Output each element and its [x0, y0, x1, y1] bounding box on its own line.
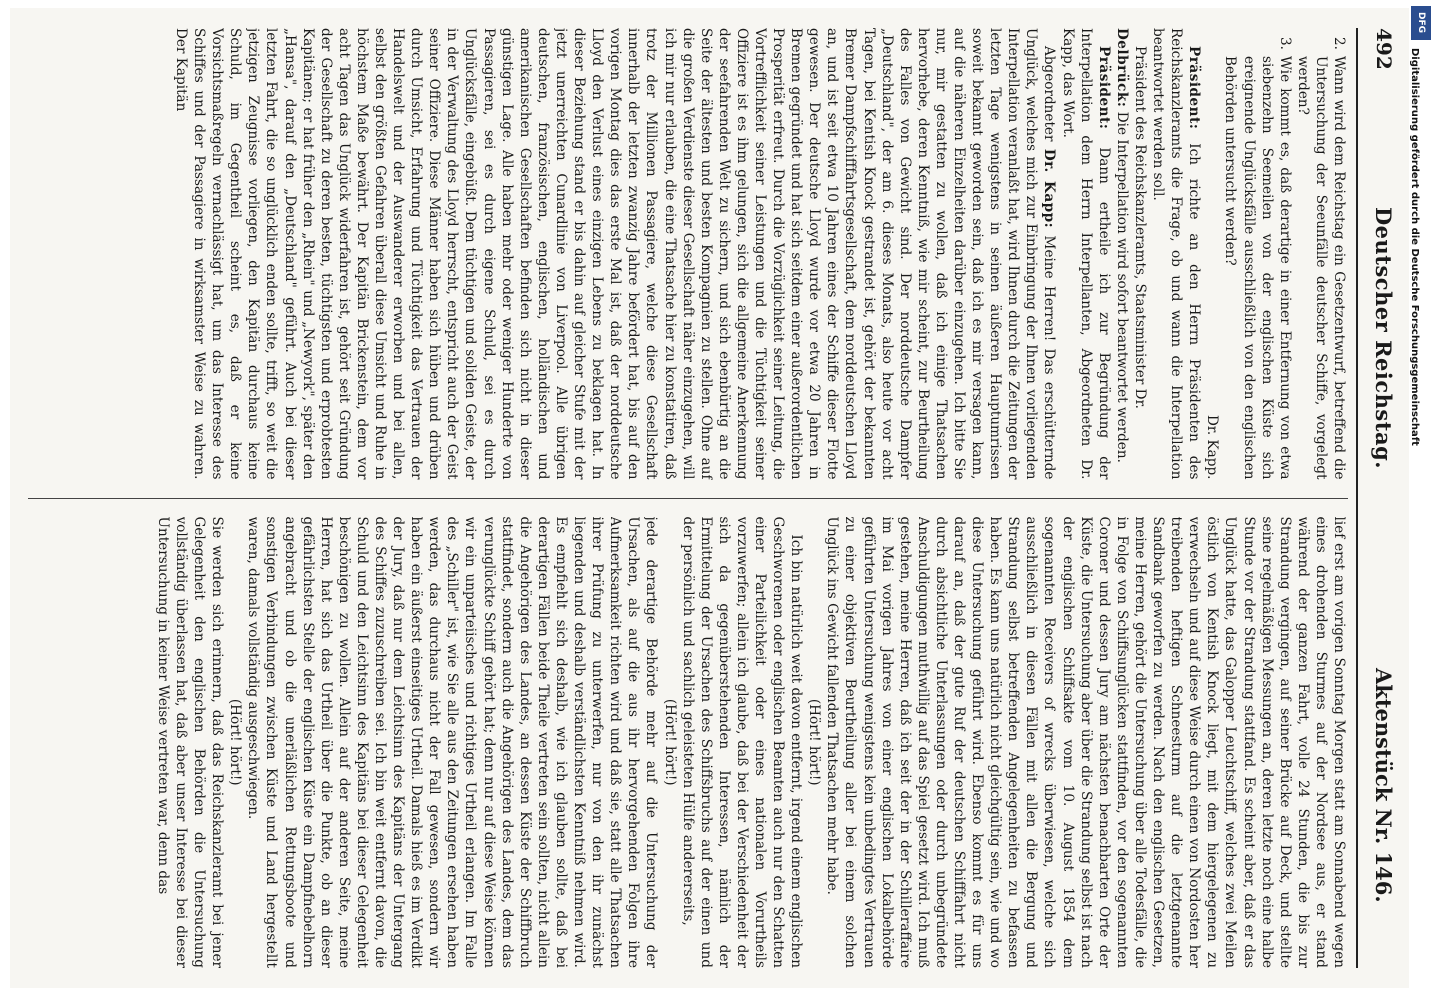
dfg-logo: DFG	[1411, 6, 1431, 40]
speaker-name: Präsident:	[1095, 46, 1112, 130]
column-left	[28, 28, 1348, 480]
signature: Dr. Kapp.	[1204, 414, 1221, 480]
page-title: Deutscher Reichstag.	[1371, 206, 1396, 470]
funding-credit: Digitalisierung gefördert durch die Deutsche Forschungsgemeinschaft	[1409, 48, 1420, 446]
paragraph-text: Die Interpellation wird sofort beantwortet werden.	[1113, 111, 1130, 463]
paragraph-text: Ich richte an den Herrn Präsidenten des Reichskanzleramts die Frage, ob und wann die Interpellation beantwortet werden soll.	[1150, 28, 1203, 480]
paragraph-text: Meine Herren! Das erschütternde Unglück, welches mich zur Einbringung der Ihnen vorliegenden Interpellation veranlaßt hat, wird Ihnen durch die Zeitungen der letzten Tage wenigstens in seinen äußeren Hauptumrissen soweit bekannt geworden sein, daß ich es mir versagen kann, auf die näheren Einzelheiten darüber einzugehen. Ich bitte Sie nur, mir gestatten zu wollen, daß ich einige Thatsachen hervorhebe, deren Kenntniß, wie mir scheint, zur Beurtheilung des Falles von Gewicht sind. Der norddeutsche Dampfer „Deutschland", der am 6. dieses Monats, also heute vor acht Tagen, bei Kentish Knock gestrandet ist, gehört der bekannten Bremer Dampfschifffahrtsgesellschaft, dem norddeutschen Lloyd an, und ist seit etwa 10 Jahren eines der Schiffe dieser Flotte gewesen. Der deutsche Lloyd wurde vor etwa 20 Jahren in Bremen gegründet und hat sich seitdem einer außerordentlichen Prosperität erfreut. Durch die Vorzüglichkeit seiner Leitung, die Vortrefflichkeit seiner Leistungen und die Tüchtigkeit seiner Offiziere ist es ihm gelungen, sich die allgemeine Anerkennung der seefahrenden Welt zu sichern, und sich ebenbürtig an die Seite der ältesten und besten Kompagnien zu stellen. Ohne auf die großen Verdienste dieser Gesellschaft näher einzugehen, will ich mir nur erlauben, die eine Thatsache hier zu konstatiren, daß trotz der Millionen Passagiere, welche diese Gesellschaft innerhalb der letzten zwanzig Jahre befördert hat, bis auf den vorigen Montag dies das erste Mal ist, daß der norddeutsche Lloyd den Verlust eines einzigen Lebens zu beklagen hat. In dieser Beziehung stand er bis dahin auf gleicher Stufe mit der jetzt unerreichten Cunardlinie von Liverpool. Alle übrigen deutschen, französischen, englischen, holländischen und amerikanischen Gesellschaften befinden sich nicht in dieser günstigen Lage. Alle haben mehr oder weniger Hunderte von Passagieren, sei es durch eigene Schuld, sei es durch Unglücksfälle, eingebüßt. Dem tüchtigen und soliden Geiste, der in der Verwaltung des Lloyd herrscht, entspricht auch der Geist seiner Offiziere. Diese Männer haben sich hüben und drüben durch Umsicht, Erfahrung und Tüchtigkeit das Vertrauen der Handelswelt und der Auswanderer erworben und bei allen, selbst den größten Gefahren überall diese Umsicht und Ruhe in höchstem Maße bewährt. Der Kapitän Brickenstein, dem vor acht Tagen das Unglück widerfahren ist, gehört seit Gründung der Gesellschaft zu deren besten, tüchtigsten und erprobtesten Kapitänen; er hat früher den „Rhein" und „Newyork", später den „Hansa", darauf den „Deutschland" geführt. Auch bei dieser letzten Fahrt, die so unglücklich enden sollte, trifft, so weit die jetzigen Zeugnisse vorliegen, den Kapitän durchaus keine Schuld, im Gegentheil scheint es, daß er keine Vorsichtsmaßregeln vernachlässigt hat, um das Interesse des Schiffes und der Passagiere in wirksamster Weise zu wahren. Der Kapitän	[173, 28, 1058, 480]
document-reference: Aktenstück Nr. 146.	[1371, 668, 1396, 903]
page-header	[1360, 28, 1400, 968]
document-page	[10, 8, 1410, 988]
header-rule	[1356, 28, 1358, 968]
applause-note: (Hört! hört!)	[806, 698, 823, 786]
text-columns	[28, 28, 1348, 968]
paragraph: Sie werden sich erinnern, daß das Reichskanzleramt bei jener Gelegenheit den englischen Behörden die Untersuchung vollständig überlassen hat, daß aber unser Interesse bei dieser Untersuchung in keiner Weise vertreten war, denn das	[154, 516, 226, 968]
question-text: Wann wird dem Reichstag ein Gesetzentwurf, betreffend die Untersuchung der Seeunfälle deutscher Schiffe, vorgelegt werden?	[1294, 56, 1347, 480]
paragraph	[1149, 28, 1203, 480]
paragraph: jede derartige Behörde mehr auf die Untersuchung der Ursachen, als auf die aus ihr hervorgehenden Folgen ihre Aufmerksamkeit richten wird und daß sie, statt alle Thatsachen ihrer Prüfung zu unterwerfen, nur von den ihr zunächst liegenden und deshalb verständlichsten Kenntniß nehmen wird. Es empfiehlt sich deshalb, wie ich glauben sollte, daß bei derartigen Fällen beide Theile vertreten sein sollten, nicht allein die Angehörigen des Landes, an dessen Küste der Schiffbruch stattfindet, sondern auch die Angehörigen des Landes, dem das verunglückte Schiff gehört hat; denn nur auf diese Weise können wir ein unparteiisches und richtiges Urtheil erlangen. Im Falle des „Schiller" ist, wie Sie alle aus den Zeitungen ersehen haben werden, das durchaus nicht der Fall gewesen, sondern wir haben ein äußerst einseitiges Urtheil. Damals hieß es im Verdikt der Jury, daß nur dem Leichtsinn des Kapitäns der Untergang des Schiffes zuzuschreiben sei. Ich bin weit entfernt davon, die Schuld und den Leichtsinn des Kapitäns bei dieser Gelegenheit beschönigen zu wollen. Allein auf der anderen Seite, meine Herren, hat sich das Urtheil über die Punkte, ob an dieser gefährlichsten Stelle der englischen Küste ein Dampfnebelhorn angebracht und ob die unerläßlichen Rettungsboote und sonstigen Verbindungen zwischen Küste und Land hergestellt waren, damals vollständig ausgeschwiegen.	[245, 516, 660, 968]
question-3	[1221, 28, 1293, 480]
paragraph: lief erst am vorigen Sonntag Morgen statt am Sonnabend wegen eines drohenden Sturmes auf der Nordsee aus, er stand während der ganzen Fahrt, volle 24 Stunden, die bis zur Strandung vergingen, auf seiner Brücke auf Deck, und stellte seine regelmäßigen Messungen an, deren letzte noch eine halbe Stunde vor der Strandung stattfand. Es scheint aber, daß er das Unglück hatte, das Galopper Leuchtschiff, welches zwei Meilen östlich von Kentish Knock liegt, mit dem hiergelegenen zu verwechseln und auf diese Weise durch einen von Nordosten her treibenden heftigen Schneesturm auf die letztgenannte Sandbank geworfen zu werden. Nach den englischen Gesetzen, meine Herren, gehört die Untersuchung über alle Todesfälle, die in Folge von Schiffsunglücken stattfinden, vor den sogenannten Coroner und dessen Jury am nächsten benachbarten Orte der Küste, die Untersuchung aber über die Strandung selbst ist nach der englischen Schiffsakte vom 10. August 1854 dem sogenannten Receivers of wrecks überwiesen, welche sich ausschließlich in diesen Fällen mit allen die Bergung und Strandung selbst betreffenden Angelegenheiten zu befassen haben. Es kann uns natürlich nicht gleichgültig sein, wie und wo diese Untersuchung geführt wird. Ebenso kommt es für uns darauf an, daß der gute Ruf der deutschen Schifffahrt nicht durch absichtliche Unterlassungen oder durch unbegründete Anschuldigungen muthwillig auf das Spiel gesetzt wird. Ich muß gestehen, meine Herren, daß ich seit der in der Schilleraffaire im Mai vorigen Jahres von einer englischen Lokalbehörde geführten Untersuchung wenigstens kein unbedingtes Vertrauen zu einer objektiven Beurtheilung aller bei einem solchen Unglück ins Gewicht fallenden Thatsachen mehr habe.	[824, 516, 1347, 968]
speaker-name: Delbrück:	[1113, 28, 1130, 108]
question-2	[1294, 28, 1348, 480]
question-number: 2.	[1331, 37, 1347, 50]
page-number: 492	[1372, 28, 1396, 70]
question-number: 3.	[1276, 37, 1293, 50]
question-text: Wie kommt es, daß derartige in einer Entfernung von etwa siebenzehn Seemeilen von der englischen Küste sich ereignende Unglücksfälle ausschließlich von den englischen Behörden untersucht werden?	[1222, 56, 1293, 480]
applause-note: (Hört! hört!)	[227, 698, 244, 786]
column-divider	[28, 498, 1348, 499]
paragraph-text: Dann ertheile ich zur Begründung der Interpellation dem Herrn Interpellanten, Abgeordneten Dr. Kapp, das Wort.	[1059, 28, 1112, 480]
speaker-name: Dr. Kapp:	[1041, 148, 1058, 229]
applause-note: (Hört! hört!)	[661, 698, 678, 786]
column-right	[28, 517, 1348, 969]
paragraph	[172, 28, 1059, 480]
paragraph: Präsident des Reichskanzleramts, Staatsminister Dr.	[1131, 46, 1148, 409]
speaker-name: Präsident:	[1186, 46, 1203, 130]
paragraph	[1059, 28, 1113, 480]
speaker-role: Abgeordneter	[1041, 46, 1058, 142]
paragraph	[1113, 28, 1131, 480]
paragraph: Ich bin natürlich weit davon entfernt, irgend einem englischen Geschworenen oder englischen Beamten auch nur den Schatten einer Parteilichkeit oder eines nationalen Vorurtheils vorzuwerfen; allein ich glaube, daß bei der Verschiedenheit der sich da gegenüberstehenden Interessen, nämlich der Ermittelung der Ursachen des Schiffsbruchs auf der einen und der persönlich und sachlich geleisteten Hülfe andererseits,	[679, 516, 805, 968]
